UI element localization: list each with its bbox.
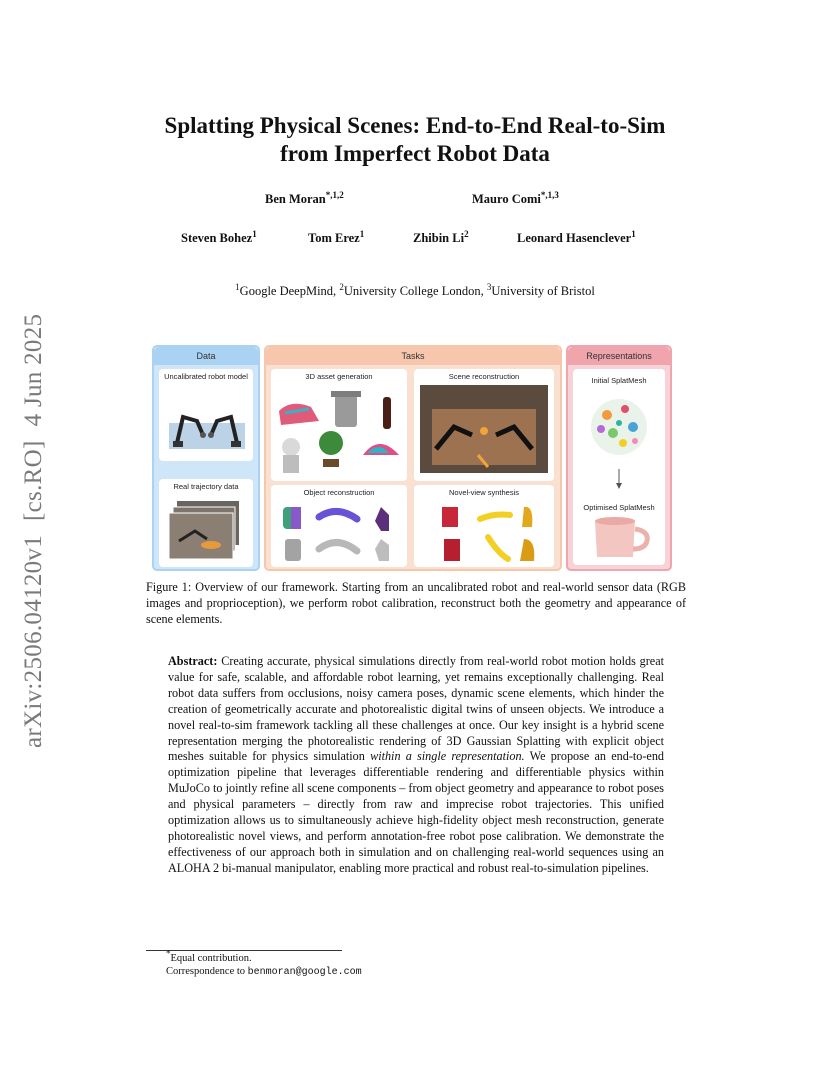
footnote-rule — [146, 950, 342, 951]
correspondence-email[interactable]: benmoran@google.com — [247, 967, 362, 978]
arxiv-category: [cs.RO] — [20, 440, 47, 521]
author-3 — [181, 228, 257, 246]
generated-assets-illustration — [271, 369, 407, 481]
robot-arms-illustration — [159, 369, 253, 461]
representations-panel-title: Representations — [568, 347, 670, 365]
arxiv-id: arXiv:2506.04120v1 — [20, 534, 47, 748]
author-name: Mauro Comi — [472, 192, 541, 206]
author-sup: 1 — [252, 228, 257, 239]
optimised-splatmesh-label: Optimised SplatMesh — [583, 503, 655, 512]
arrow-down-icon — [616, 483, 622, 489]
author-name: Steven Bohez — [181, 231, 253, 245]
footnote-correspondence — [166, 966, 362, 978]
splatmesh-card — [573, 369, 665, 565]
footnote-sup: * — [166, 948, 171, 959]
novel-view-card — [414, 485, 554, 567]
scene-reconstruction-card — [414, 369, 554, 481]
asset-generation-card — [271, 369, 407, 481]
footnote-equal-text: Equal contribution. — [170, 953, 252, 964]
author-name: Tom Erez — [308, 231, 360, 245]
title-line-2: from Imperfect Robot Data — [280, 141, 550, 166]
affil-sup: 1 — [235, 281, 240, 292]
footnote-equal — [166, 948, 252, 964]
author-sup: *,1,3 — [540, 189, 559, 200]
author-5 — [413, 228, 469, 246]
paper-title — [120, 112, 710, 168]
affil-sup: 3 — [486, 281, 492, 292]
author-sup: *,1,2 — [325, 189, 344, 200]
caption-text: Overview of our framework. Starting from an uncalibrated robot and real-world sensor data (RGB images and proprioception), we perform robot calibration, reconstruct both the geometry and appearance of scene elements. — [146, 580, 686, 626]
author-4 — [308, 228, 365, 246]
author-name: Leonard Hasenclever — [517, 231, 632, 245]
data-panel-title: Data — [154, 347, 258, 365]
data-panel — [152, 345, 260, 571]
robot-model-card — [159, 369, 253, 461]
affiliations — [120, 281, 710, 299]
author-sup: 2 — [464, 228, 469, 239]
caption-label: Figure 1: — [146, 580, 192, 594]
robot-model-label: Uncalibrated robot model — [164, 372, 248, 381]
author-2 — [472, 189, 559, 207]
author-sup: 1 — [359, 228, 365, 239]
affil-name: University College London, — [343, 284, 484, 298]
abstract — [168, 654, 664, 877]
abstract-label: Abstract: — [168, 654, 218, 668]
affil-sup: 2 — [339, 281, 344, 292]
representations-panel — [566, 345, 672, 571]
novel-views-illustration — [414, 485, 554, 567]
scene-photo-illustration — [414, 369, 554, 481]
asset-generation-label: 3D asset generation — [305, 372, 373, 381]
object-reconstruction-label: Object reconstruction — [303, 488, 375, 497]
affil-name: University of Bristol — [491, 284, 595, 298]
splatmesh-illustration — [573, 369, 665, 565]
arxiv-date: 4 Jun 2025 — [20, 313, 47, 427]
tasks-panel-title: Tasks — [266, 347, 560, 365]
author-sup: 1 — [631, 228, 636, 239]
abstract-text-2: We propose an end-to-end optimization pipeline that leverages differentiable rendering and differentiable physics within MuJoCo to jointly refine all scene components – from object geometry and appearance to robot poses and physical parameters – directly from raw and imprecise robot trajectories. This unified optimization allows us to simultaneously achieve high-fidelity object mesh reconstruction, generate photorealistic novel views, and perform annotation-free robot pose calibration. We demonstrate the effectiveness of our approach both in simulation and on challenging real-world sequences using an ALOHA 2 bi-manual manipulator, enabling more practical and robust real-to-simulation pipelines. — [168, 749, 665, 875]
novel-view-label: Novel-view synthesis — [448, 488, 520, 497]
object-reconstruction-card — [271, 485, 407, 567]
abstract-emphasis: within a single representation. — [370, 749, 525, 764]
trajectory-card — [159, 479, 253, 567]
figure-caption — [146, 579, 686, 627]
title-line-1: Splatting Physical Scenes: End-to-End Real-to-Sim — [164, 113, 666, 138]
author-1 — [265, 189, 344, 207]
correspondence-label: Correspondence to — [166, 966, 246, 977]
author-name: Zhibin Li — [413, 231, 465, 245]
trajectory-label: Real trajectory data — [173, 482, 239, 491]
author-6 — [517, 228, 636, 246]
affil-name: Google DeepMind, — [239, 284, 337, 298]
figure-overview — [152, 345, 672, 571]
scene-reconstruction-label: Scene reconstruction — [448, 372, 520, 381]
reconstructed-objects-illustration — [271, 485, 407, 567]
abstract-text-1: Creating accurate, physical simulations directly from real-world robot motion holds great value for safe, scalable, and affordable robot learning, yet remains exceptionally challenging. Real robot data suffers from occlusions, noisy camera poses, dynamic scene elements, which hinder the creation of geometrically accurate and photorealistic digital twins of unseen objects. We introduce a novel real-to-sim framework tackling all these challenges at once. Our key insight is a hybrid scene representation merging the photorealistic rendering of 3D Gaussian Splatting with explicit object meshes suitable for physics simulation — [168, 654, 664, 764]
trajectory-frames-illustration — [159, 479, 253, 567]
initial-splatmesh-label: Initial SplatMesh — [591, 376, 647, 385]
arxiv-stamp — [20, 278, 54, 748]
tasks-panel — [264, 345, 562, 571]
author-name: Ben Moran — [265, 192, 326, 206]
